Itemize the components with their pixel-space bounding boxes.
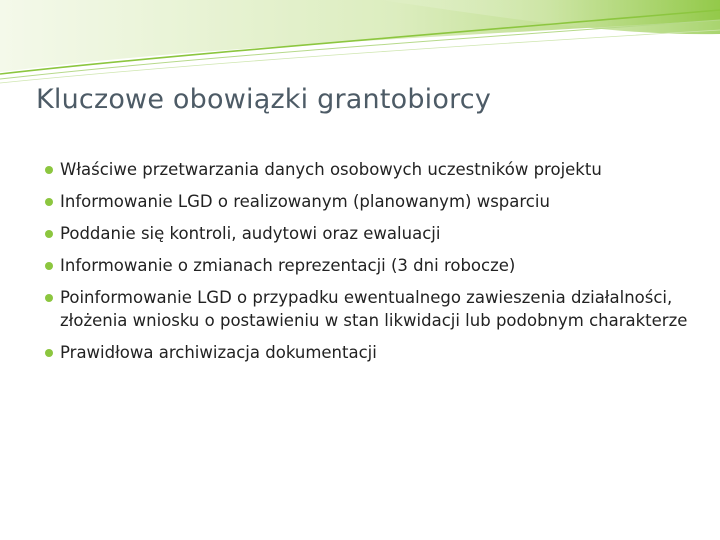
bullet-item — [44, 341, 694, 364]
bullet-dot-icon — [45, 230, 53, 238]
bullet-item — [44, 190, 694, 213]
bullet-item — [44, 254, 694, 277]
bullet-dot-icon — [45, 262, 53, 270]
bullet-dot-icon — [45, 349, 53, 357]
bullet-text: Poddanie się kontroli, audytowi oraz ewaluacji — [60, 224, 441, 243]
bullet-dot-icon — [45, 166, 53, 174]
bullet-text: Poinformowanie LGD o przypadku ewentualnego zawieszenia działalności, złożenia wniosku o postawieniu w stan likwidacji lub podobnym charakterze — [60, 288, 688, 330]
bullet-text: Prawidłowa archiwizacja dokumentacji — [60, 343, 377, 362]
bullet-text: Informowanie o zmianach reprezentacji (3 dni robocze) — [60, 256, 516, 275]
bullet-dot-icon — [45, 198, 53, 206]
bullet-text: Informowanie LGD o realizowanym (planowanym) wsparciu — [60, 192, 550, 211]
header-swoosh-decoration — [0, 0, 720, 90]
bullet-item — [44, 158, 694, 181]
slide-title: Kluczowe obowiązki grantobiorcy — [36, 84, 492, 115]
bullet-list — [44, 158, 694, 373]
bullet-dot-icon — [45, 294, 53, 302]
bullet-item — [44, 286, 694, 332]
bullet-text: Właściwe przetwarzania danych osobowych uczestników projektu — [60, 160, 602, 179]
bullet-item — [44, 222, 694, 245]
